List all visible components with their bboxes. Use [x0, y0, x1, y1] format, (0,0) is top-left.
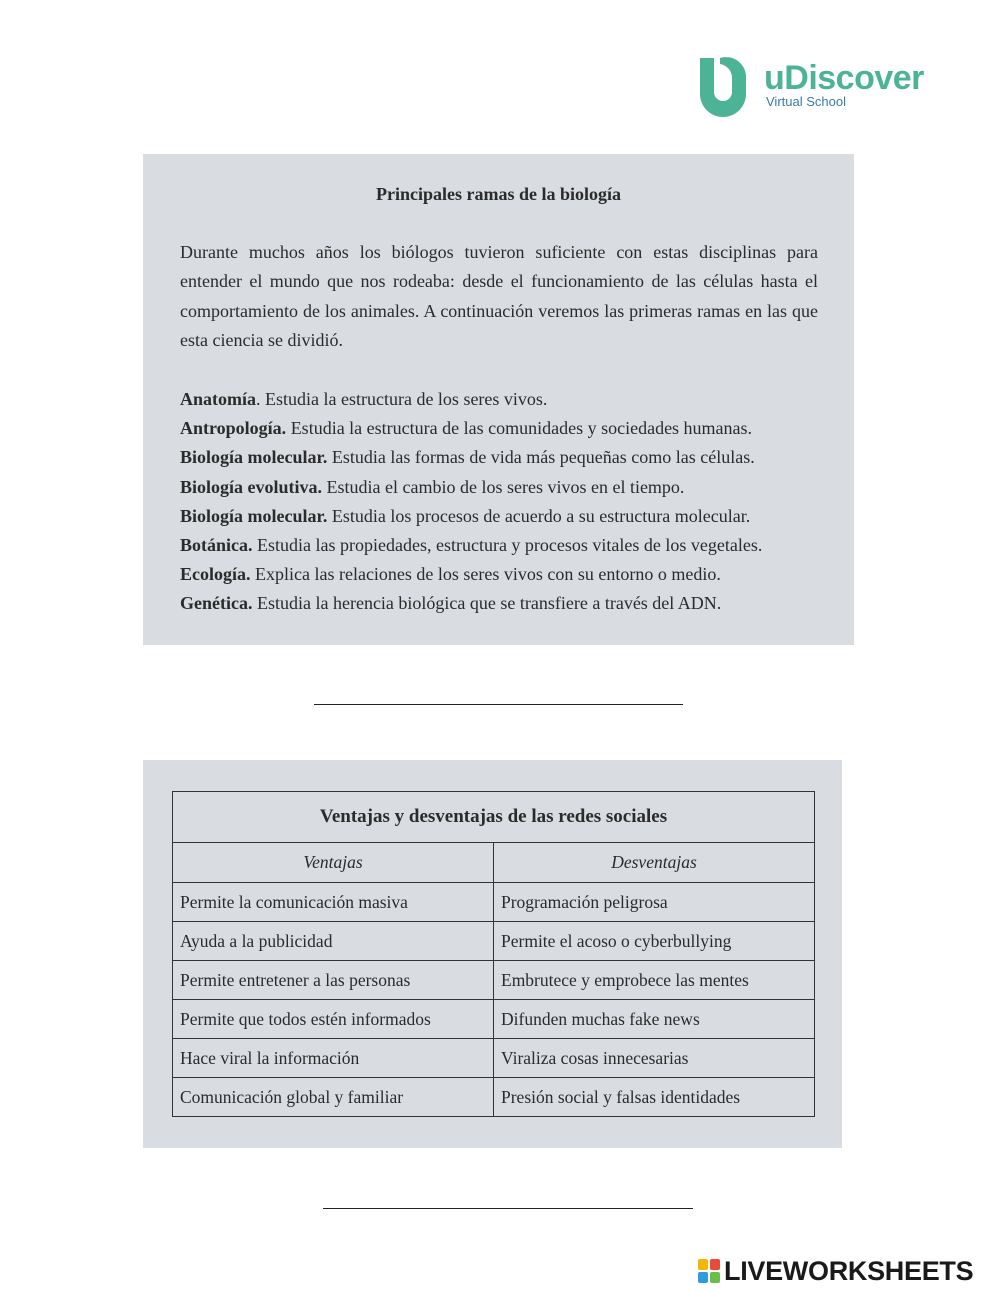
table-row	[173, 1000, 815, 1039]
answer-line-1[interactable]	[314, 704, 683, 705]
branch-description: Estudia las propiedades, estructura y procesos vitales de los vegetales.	[252, 535, 763, 556]
branch-term: Botánica.	[180, 535, 253, 556]
table-caption-row	[173, 792, 815, 843]
table-header-row	[173, 843, 815, 883]
branch-description: Estudia la herencia biológica que se transfiere a través del ADN.	[252, 593, 722, 614]
liveworksheets-logo	[698, 1256, 998, 1286]
branch-description: Explica las relaciones de los seres vivos con su entorno o medio.	[250, 564, 721, 585]
biology-branches-box	[143, 154, 854, 645]
branch-item	[180, 531, 840, 560]
biology-box-title: Principales ramas de la biología	[376, 184, 621, 204]
branch-term: Anatomía	[180, 389, 256, 409]
table-row	[173, 961, 815, 1000]
branch-term: Biología evolutiva.	[180, 476, 323, 497]
branch-item	[180, 473, 840, 502]
udiscover-logo	[698, 56, 948, 120]
advantages-disadvantages-table	[172, 791, 815, 1117]
liveworksheets-wordmark: LIVEWORKSHEETS	[724, 1256, 974, 1286]
table-caption: Ventajas y desventajas de las redes sociales	[173, 792, 815, 843]
branch-item	[180, 560, 840, 589]
table-row	[173, 883, 815, 922]
branch-description: Estudia los procesos de acuerdo a su estructura molecular.	[327, 505, 751, 526]
advantage-cell: Comunicación global y familiar	[173, 1078, 494, 1117]
branch-item	[180, 589, 840, 618]
disadvantage-cell: Programación peligrosa	[494, 883, 815, 922]
logo-tagline: Virtual School	[766, 94, 846, 109]
branch-term: Antropología.	[180, 418, 287, 439]
advantage-cell: Permite que todos estén informados	[173, 1000, 494, 1039]
disadvantage-cell: Permite el acoso o cyberbullying	[494, 922, 815, 961]
biology-intro-paragraph: Durante muchos años los biólogos tuvieron suficiente con estas disciplinas para entender el mundo que nos rodeaba: desde el funcionamiento de las células hasta el comportamiento de los animales. A continuación veremos las primeras ramas en las que esta ciencia se dividió.	[180, 242, 818, 350]
social-media-box	[143, 760, 842, 1148]
biology-branches-list	[180, 385, 840, 619]
branch-description: . Estudia la estructura de los seres vivos.	[256, 389, 548, 409]
branch-description: Estudia la estructura de las comunidades y sociedades humanas.	[286, 418, 753, 439]
branch-term: Ecología.	[180, 564, 251, 585]
advantage-cell: Hace viral la información	[173, 1039, 494, 1078]
disadvantage-cell: Embrutece y emprobece las mentes	[494, 961, 815, 1000]
branch-item	[180, 502, 840, 531]
liveworksheets-mark-icon	[698, 1259, 720, 1283]
logo-brand-text: uDiscover	[764, 59, 924, 97]
table-row	[173, 1039, 815, 1078]
branch-description: Estudia las formas de vida más pequeñas como las células.	[327, 447, 755, 468]
table-row	[173, 1078, 815, 1117]
header-desventajas: Desventajas	[494, 843, 815, 883]
table-row	[173, 922, 815, 961]
disadvantage-cell: Difunden muchas fake news	[494, 1000, 815, 1039]
advantage-cell: Permite la comunicación masiva	[173, 883, 494, 922]
disadvantage-cell: Presión social y falsas identidades	[494, 1078, 815, 1117]
branch-item	[180, 414, 840, 443]
header-ventajas: Ventajas	[173, 843, 494, 883]
branch-term: Biología molecular.	[180, 447, 328, 468]
answer-line-2[interactable]	[323, 1208, 693, 1209]
disadvantage-cell: Viraliza cosas innecesarias	[494, 1039, 815, 1078]
branch-description: Estudia el cambio de los seres vivos en el tiempo.	[322, 476, 685, 497]
advantage-cell: Permite entretener a las personas	[173, 961, 494, 1000]
branch-item	[180, 385, 840, 414]
branch-term: Genética.	[180, 593, 253, 614]
advantage-cell: Ayuda a la publicidad	[173, 922, 494, 961]
udiscover-logo-icon	[698, 56, 748, 118]
branch-term: Biología molecular.	[180, 505, 328, 526]
branch-item	[180, 443, 840, 472]
